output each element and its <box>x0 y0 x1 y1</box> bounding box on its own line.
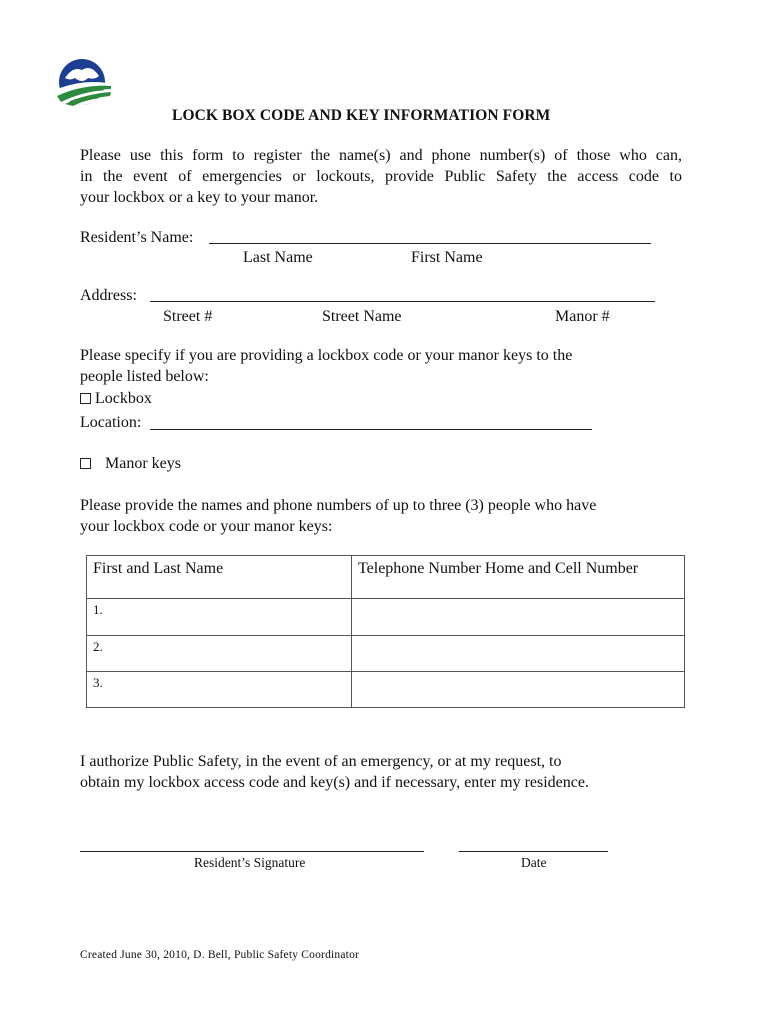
manor-keys-option-label: Manor keys <box>105 455 181 472</box>
resident-name-field[interactable] <box>209 243 651 244</box>
logo <box>55 56 113 106</box>
row-1-name-cell[interactable] <box>87 599 352 636</box>
street-number-sublabel: Street # <box>163 308 213 325</box>
table-row <box>87 636 685 672</box>
manor-keys-option[interactable] <box>80 453 181 474</box>
table-row <box>87 599 685 636</box>
last-name-sublabel: Last Name <box>243 249 313 266</box>
manor-keys-checkbox[interactable] <box>80 458 91 469</box>
intro-line-2: in the event of emergencies or lockouts, provide Public Safety the access code to <box>80 168 682 185</box>
authorize-line-2: obtain my lockbox access code and key(s) and if necessary, enter my residence. <box>80 774 589 791</box>
phone-column-header: Telephone Number Home and Cell Number <box>352 556 685 599</box>
location-field[interactable] <box>150 429 592 430</box>
lockbox-checkbox[interactable] <box>80 393 91 404</box>
provide-line-1: Please provide the names and phone numbers of up to three (3) people who have <box>80 497 597 514</box>
street-name-sublabel: Street Name <box>322 308 402 325</box>
location-label: Location: <box>80 414 142 431</box>
lockbox-option-label: Lockbox <box>95 390 152 407</box>
provide-line-2: your lockbox code or your manor keys: <box>80 518 333 535</box>
specify-line-1: Please specify if you are providing a lockbox code or your manor keys to the <box>80 347 573 364</box>
date-field[interactable] <box>459 851 608 852</box>
address-field[interactable] <box>150 301 655 302</box>
intro-line-3: your lockbox or a key to your manor. <box>80 189 319 206</box>
lockbox-option[interactable] <box>80 388 152 409</box>
row-2-number: 2. <box>93 639 103 654</box>
footer-note: Created June 30, 2010, D. Bell, Public Safety Coordinator <box>80 949 360 961</box>
signature-field[interactable] <box>80 851 424 852</box>
globe-field-logo-icon <box>55 56 113 106</box>
resident-name-label: Resident’s Name: <box>80 229 194 246</box>
row-3-name-cell[interactable] <box>87 672 352 708</box>
contacts-table <box>86 555 685 708</box>
row-3-number: 3. <box>93 675 103 690</box>
table-row <box>87 672 685 708</box>
address-label: Address: <box>80 287 137 304</box>
authorize-line-1: I authorize Public Safety, in the event of an emergency, or at my request, to <box>80 753 562 770</box>
signature-label: Resident’s Signature <box>194 855 306 870</box>
row-3-phone-cell[interactable] <box>352 672 685 708</box>
specify-line-2: people listed below: <box>80 368 209 385</box>
manor-number-sublabel: Manor # <box>555 308 610 325</box>
first-name-sublabel: First Name <box>411 249 483 266</box>
intro-line-1: Please use this form to register the name(s) and phone number(s) of those who can, <box>80 147 682 164</box>
row-2-name-cell[interactable] <box>87 636 352 672</box>
form-title: LOCK BOX CODE AND KEY INFORMATION FORM <box>172 107 551 124</box>
table-header-row <box>87 556 685 599</box>
date-label: Date <box>521 855 547 870</box>
row-1-phone-cell[interactable] <box>352 599 685 636</box>
name-column-header: First and Last Name <box>87 556 352 599</box>
row-1-number: 1. <box>93 602 103 617</box>
row-2-phone-cell[interactable] <box>352 636 685 672</box>
